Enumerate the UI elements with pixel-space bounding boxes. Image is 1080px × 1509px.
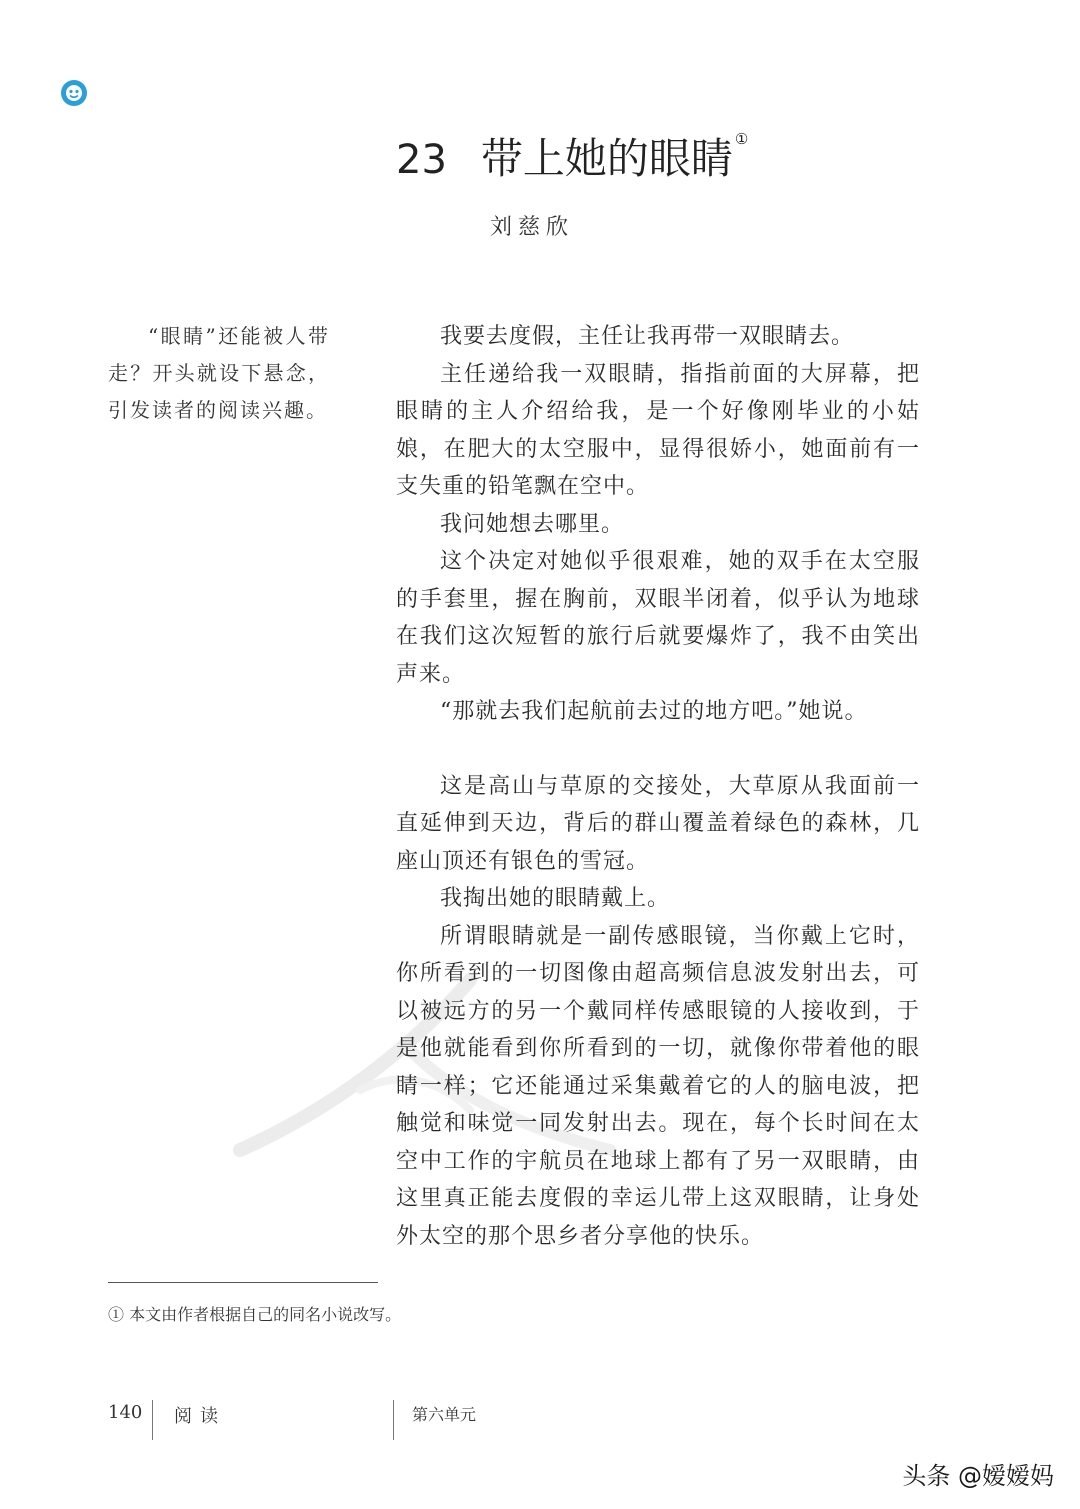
section-break: [396, 731, 920, 768]
paragraph: 我要去度假，主任让我再带一双眼睛去。: [440, 324, 855, 349]
paragraph: 这个决定对她似乎很艰难，她的双手在太空服的手套里，握在胸前，双眼半闭着，似乎认为地球在我们这次短暂的旅行后就要爆炸了，我不由笑出声来。: [396, 549, 920, 687]
side-note: “眼睛”还能被人带走？开头就设下悬念，引发读者的阅读兴趣。: [108, 324, 330, 422]
paragraph: 所谓眼睛就是一副传感眼镜，当你戴上它时，你所看到的一切图像由超高频信息波发射出去，可以被远方的另一个戴同样传感眼镜的人接收到，于是他就能看到你所看到的一切，就像你带着他的眼睛一样；它还能通过采集戴着它的人的脑电波，把触觉和味觉一同发射出去。现在，每个长时间在太空中工作的宇航员在地球上都有了另一双眼睛，由这里真正能去度假的幸运儿带上这双眼睛，让身处外太空的那个思乡者分享他的快乐。: [396, 923, 920, 1249]
source-watermark: 头条 @嫒嫒妈: [902, 1462, 1054, 1490]
paragraph: 主任递给我一双眼睛，指指前面的大屏幕，把眼睛的主人介绍给我，是一个好像刚毕业的小姑娘，在肥大的太空服中，显得很娇小，她面前有一支失重的铅笔飘在空中。: [396, 361, 920, 499]
page-title: [396, 126, 748, 186]
footnote: ① 本文由作者根据自己的同名小说改写。: [108, 1305, 402, 1324]
paragraph: 这是高山与草原的交接处，大草原从我面前一直延伸到天边，背后的群山覆盖着绿色的森林，几座山顶还有银色的雪冠。: [396, 773, 920, 874]
page-number: 140: [108, 1402, 143, 1423]
lesson-number: 23: [396, 137, 447, 183]
footnote-divider: [108, 1282, 378, 1283]
article-body: [396, 318, 920, 1255]
footer-divider: [393, 1400, 394, 1440]
author-name: 刘慈欣: [490, 215, 575, 240]
paragraph: 我问她想去哪里。: [440, 511, 625, 537]
smiley-circle-icon: [60, 79, 88, 107]
title-footnote-mark: ①: [734, 130, 749, 148]
section-label: 阅读: [174, 1406, 226, 1427]
paragraph: 我掏出她的眼睛戴上。: [440, 886, 671, 911]
lesson-title: 带上她的眼睛: [480, 134, 733, 183]
unit-label: 第六单元: [412, 1405, 477, 1424]
paragraph: “那就去我们起航前去过的地方吧。”她说。: [440, 699, 868, 724]
footer-divider: [152, 1400, 153, 1440]
